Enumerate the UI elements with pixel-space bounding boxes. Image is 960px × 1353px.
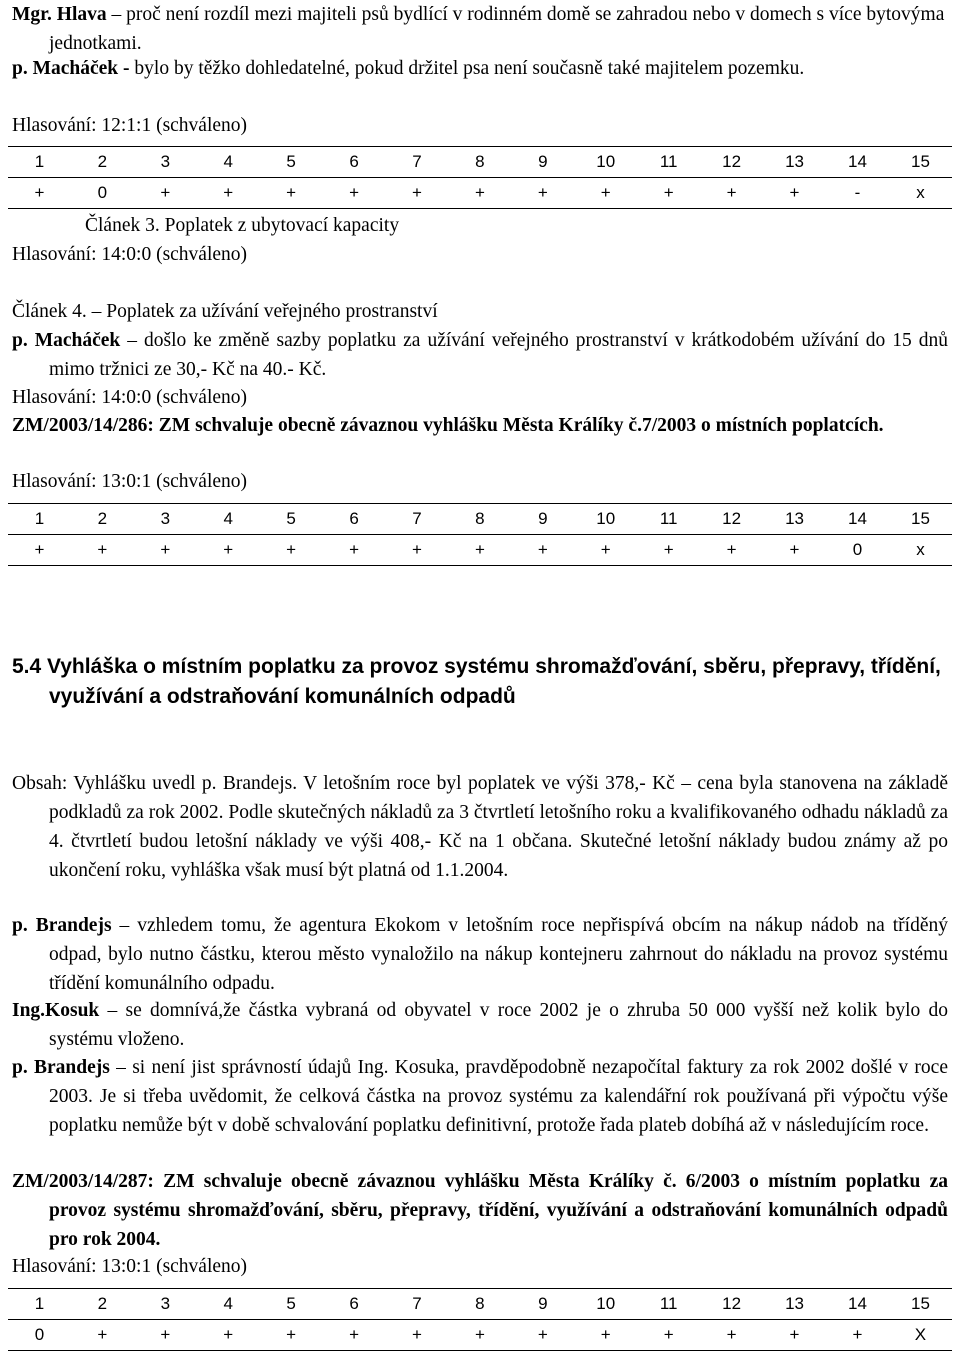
statement-kosuk bbox=[12, 996, 948, 1054]
member-number-cell: 12 bbox=[700, 504, 763, 535]
member-number-cell: 9 bbox=[511, 504, 574, 535]
vote-cell: + bbox=[700, 178, 763, 209]
member-number-cell: 13 bbox=[763, 1289, 826, 1320]
statement-text: – vzhledem tomu, že agentura Ekokom v letošním roce nepřispívá obcím na nákup nádob na tříděný odpad, bylo nutno částku, kterou město vynaložilo na nákup kontejneru zahrnout do nákladu na provoz systému třídění komunálního odpadu. bbox=[49, 915, 948, 994]
speaker-name: p. Macháček bbox=[12, 330, 121, 351]
vote-table-numbers bbox=[8, 504, 952, 535]
vote-cell: + bbox=[511, 535, 574, 566]
member-number-cell: 10 bbox=[574, 1289, 637, 1320]
vote-cell: + bbox=[637, 1320, 700, 1351]
vote-cell: + bbox=[386, 535, 449, 566]
vote-cell: + bbox=[197, 178, 260, 209]
member-number-cell: 3 bbox=[134, 1289, 197, 1320]
member-number-cell: 1 bbox=[8, 504, 71, 535]
vote-table-votes bbox=[8, 178, 952, 209]
member-number-cell: 14 bbox=[826, 147, 889, 178]
member-number-cell: 4 bbox=[197, 147, 260, 178]
vote-cell: + bbox=[8, 178, 71, 209]
vote-cell: + bbox=[386, 178, 449, 209]
vote-cell: + bbox=[323, 178, 386, 209]
vote-table bbox=[8, 503, 952, 566]
vote-cell: + bbox=[134, 178, 197, 209]
vote-cell: + bbox=[763, 178, 826, 209]
vote-cell: + bbox=[574, 1320, 637, 1351]
speaker-name: p. Brandejs bbox=[12, 915, 112, 936]
member-number-cell: 4 bbox=[197, 1289, 260, 1320]
member-number-cell: 15 bbox=[889, 1289, 952, 1320]
vote-cell: + bbox=[700, 1320, 763, 1351]
speaker-name: p. Macháček - bbox=[12, 58, 130, 79]
vote-result: Hlasování: 14:0:0 (schváleno) bbox=[12, 244, 248, 265]
statement-text: – proč není rozdíl mezi majiteli psů bydlící v rodinném domě se zahradou nebo v domech s více bytovýma jednotkami. bbox=[49, 4, 945, 54]
member-number-cell: 14 bbox=[826, 1289, 889, 1320]
vote-cell: x bbox=[889, 178, 952, 209]
vote-cell: + bbox=[511, 1320, 574, 1351]
member-number-cell: 6 bbox=[323, 504, 386, 535]
member-number-cell: 15 bbox=[889, 504, 952, 535]
article-title: Článek 3. Poplatek z ubytovací kapacity bbox=[85, 215, 400, 236]
statement-text: – si není jist správností údajů Ing. Kosuka, pravděpodobně nezapočítal faktury za rok 2002 došlé v roce 2003. Je si třeba uvědomit, že celková částka na provoz systému za kalendářní rok používaná při výpočtu výše poplatku nemůže být v době schvalování poplatku definitivní, protože řada plateb dobíhá až v následujícím roce. bbox=[49, 1057, 948, 1136]
member-number-cell: 6 bbox=[323, 1289, 386, 1320]
vote-table-numbers bbox=[8, 1289, 952, 1320]
vote-cell: - bbox=[826, 178, 889, 209]
speaker-name: Mgr. Hlava bbox=[12, 4, 107, 25]
member-number-cell: 10 bbox=[574, 504, 637, 535]
speaker-name: p. Brandejs bbox=[12, 1057, 110, 1078]
member-number-cell: 7 bbox=[386, 147, 449, 178]
member-number-cell: 12 bbox=[700, 1289, 763, 1320]
vote-cell: + bbox=[8, 535, 71, 566]
vote-cell: + bbox=[260, 178, 323, 209]
statement-text: – se domnívá,že částka vybraná od obyvatel v roce 2002 je o zhruba 50 000 vyšší než kolik bylo do systému vloženo. bbox=[49, 1000, 948, 1050]
vote-table bbox=[8, 1288, 952, 1351]
member-number-cell: 1 bbox=[8, 1289, 71, 1320]
vote-cell: + bbox=[134, 1320, 197, 1351]
vote-cell: + bbox=[197, 535, 260, 566]
member-number-cell: 1 bbox=[8, 147, 71, 178]
contents-paragraph: Obsah: Vyhlášku uvedl p. Brandejs. V letošním roce byl poplatek ve výši 378,- Kč – cena byla stanovena na základě podkladů za rok 2002. Podle skutečných nákladů za 3 čtvrtletí letošního roku a kvalifikovaného odhadu nákladů za 4. čtvrtletí budou letošní náklady ve výši 408,- Kč na 1 občana. Skutečné letošní náklady budou známy až po ukončení roku, vyhláška však musí být platná od 1.1.2004. bbox=[12, 773, 948, 881]
vote-cell: + bbox=[763, 1320, 826, 1351]
vote-table-votes bbox=[8, 535, 952, 566]
vote-cell: + bbox=[71, 535, 134, 566]
vote-cell: + bbox=[448, 178, 511, 209]
vote-cell: + bbox=[574, 535, 637, 566]
member-number-cell: 8 bbox=[448, 1289, 511, 1320]
member-number-cell: 7 bbox=[386, 504, 449, 535]
statement-text: bylo by těžko dohledatelné, pokud držitel psa není současně také majitelem pozemku. bbox=[129, 58, 805, 79]
vote-cell: + bbox=[260, 1320, 323, 1351]
member-number-cell: 13 bbox=[763, 504, 826, 535]
resolution bbox=[12, 1167, 948, 1254]
vote-result: Hlasování: 13:0:1 (schváleno) bbox=[12, 1256, 248, 1277]
member-number-cell: 8 bbox=[448, 504, 511, 535]
statement-machacek bbox=[12, 326, 948, 384]
vote-cell: + bbox=[511, 178, 574, 209]
member-number-cell: 10 bbox=[574, 147, 637, 178]
vote-result: Hlasování: 13:0:1 (schváleno) bbox=[12, 471, 248, 492]
member-number-cell: 8 bbox=[448, 147, 511, 178]
member-number-cell: 3 bbox=[134, 147, 197, 178]
member-number-cell: 11 bbox=[637, 147, 700, 178]
member-number-cell: 14 bbox=[826, 504, 889, 535]
vote-cell: + bbox=[197, 1320, 260, 1351]
member-number-cell: 2 bbox=[71, 1289, 134, 1320]
member-number-cell: 2 bbox=[71, 504, 134, 535]
member-number-cell: 3 bbox=[134, 504, 197, 535]
member-number-cell: 5 bbox=[260, 504, 323, 535]
vote-result: Hlasování: 12:1:1 (schváleno) bbox=[12, 115, 248, 136]
member-number-cell: 15 bbox=[889, 147, 952, 178]
member-number-cell: 11 bbox=[637, 504, 700, 535]
vote-cell: + bbox=[448, 535, 511, 566]
vote-cell: 0 bbox=[826, 535, 889, 566]
vote-cell: + bbox=[323, 535, 386, 566]
vote-cell: + bbox=[448, 1320, 511, 1351]
vote-table-votes bbox=[8, 1320, 952, 1351]
vote-table-numbers bbox=[8, 147, 952, 178]
resolution bbox=[12, 411, 948, 440]
vote-cell: + bbox=[700, 535, 763, 566]
vote-cell: + bbox=[323, 1320, 386, 1351]
vote-cell: + bbox=[71, 1320, 134, 1351]
member-number-cell: 9 bbox=[511, 147, 574, 178]
speaker-name: Ing.Kosuk bbox=[12, 1000, 100, 1021]
statement-machacek bbox=[12, 54, 948, 83]
resolution-text: ZM/2003/14/286: ZM schvaluje obecně závaznou vyhlášku Města Králíky č.7/2003 o místních poplatcích. bbox=[12, 415, 884, 436]
member-number-cell: 4 bbox=[197, 504, 260, 535]
vote-cell: + bbox=[637, 178, 700, 209]
vote-cell: + bbox=[134, 535, 197, 566]
section-heading: 5.4 Vyhláška o místním poplatku za provoz systému shromažďování, sběru, přepravy, třídění, využívání a odstraňování komunálních odpadů bbox=[12, 655, 941, 708]
member-number-cell: 12 bbox=[700, 147, 763, 178]
member-number-cell: 7 bbox=[386, 1289, 449, 1320]
member-number-cell: 5 bbox=[260, 1289, 323, 1320]
member-number-cell: 6 bbox=[323, 147, 386, 178]
vote-table bbox=[8, 146, 952, 209]
vote-cell: 0 bbox=[71, 178, 134, 209]
vote-cell: + bbox=[637, 535, 700, 566]
vote-cell: + bbox=[260, 535, 323, 566]
vote-cell: + bbox=[826, 1320, 889, 1351]
vote-cell: X bbox=[889, 1320, 952, 1351]
vote-cell: x bbox=[889, 535, 952, 566]
member-number-cell: 13 bbox=[763, 147, 826, 178]
statement-text: – došlo ke změně sazby poplatku za užívání veřejného prostranství v krátkodobém užívání do 15 dnů mimo tržnici ze 30,- Kč na 40.- Kč. bbox=[49, 330, 949, 380]
statement-brandejs bbox=[12, 1053, 948, 1140]
member-number-cell: 5 bbox=[260, 147, 323, 178]
vote-cell: + bbox=[574, 178, 637, 209]
resolution-text: ZM/2003/14/287: ZM schvaluje obecně závaznou vyhlášku Města Králíky č. 6/2003 o místním poplatku za provoz systému shromažďování, sběru, přepravy, třídění, využívání a odstraňování komunálních odpadů pro rok 2004. bbox=[12, 1171, 948, 1250]
statement-brandejs bbox=[12, 911, 948, 998]
statement-hlava bbox=[12, 0, 948, 58]
vote-result: Hlasování: 14:0:0 (schváleno) bbox=[12, 387, 248, 408]
vote-cell: 0 bbox=[8, 1320, 71, 1351]
vote-cell: + bbox=[386, 1320, 449, 1351]
member-number-cell: 2 bbox=[71, 147, 134, 178]
vote-cell: + bbox=[763, 535, 826, 566]
member-number-cell: 9 bbox=[511, 1289, 574, 1320]
article-title: Článek 4. – Poplatek za užívání veřejného prostranství bbox=[12, 301, 438, 322]
member-number-cell: 11 bbox=[637, 1289, 700, 1320]
